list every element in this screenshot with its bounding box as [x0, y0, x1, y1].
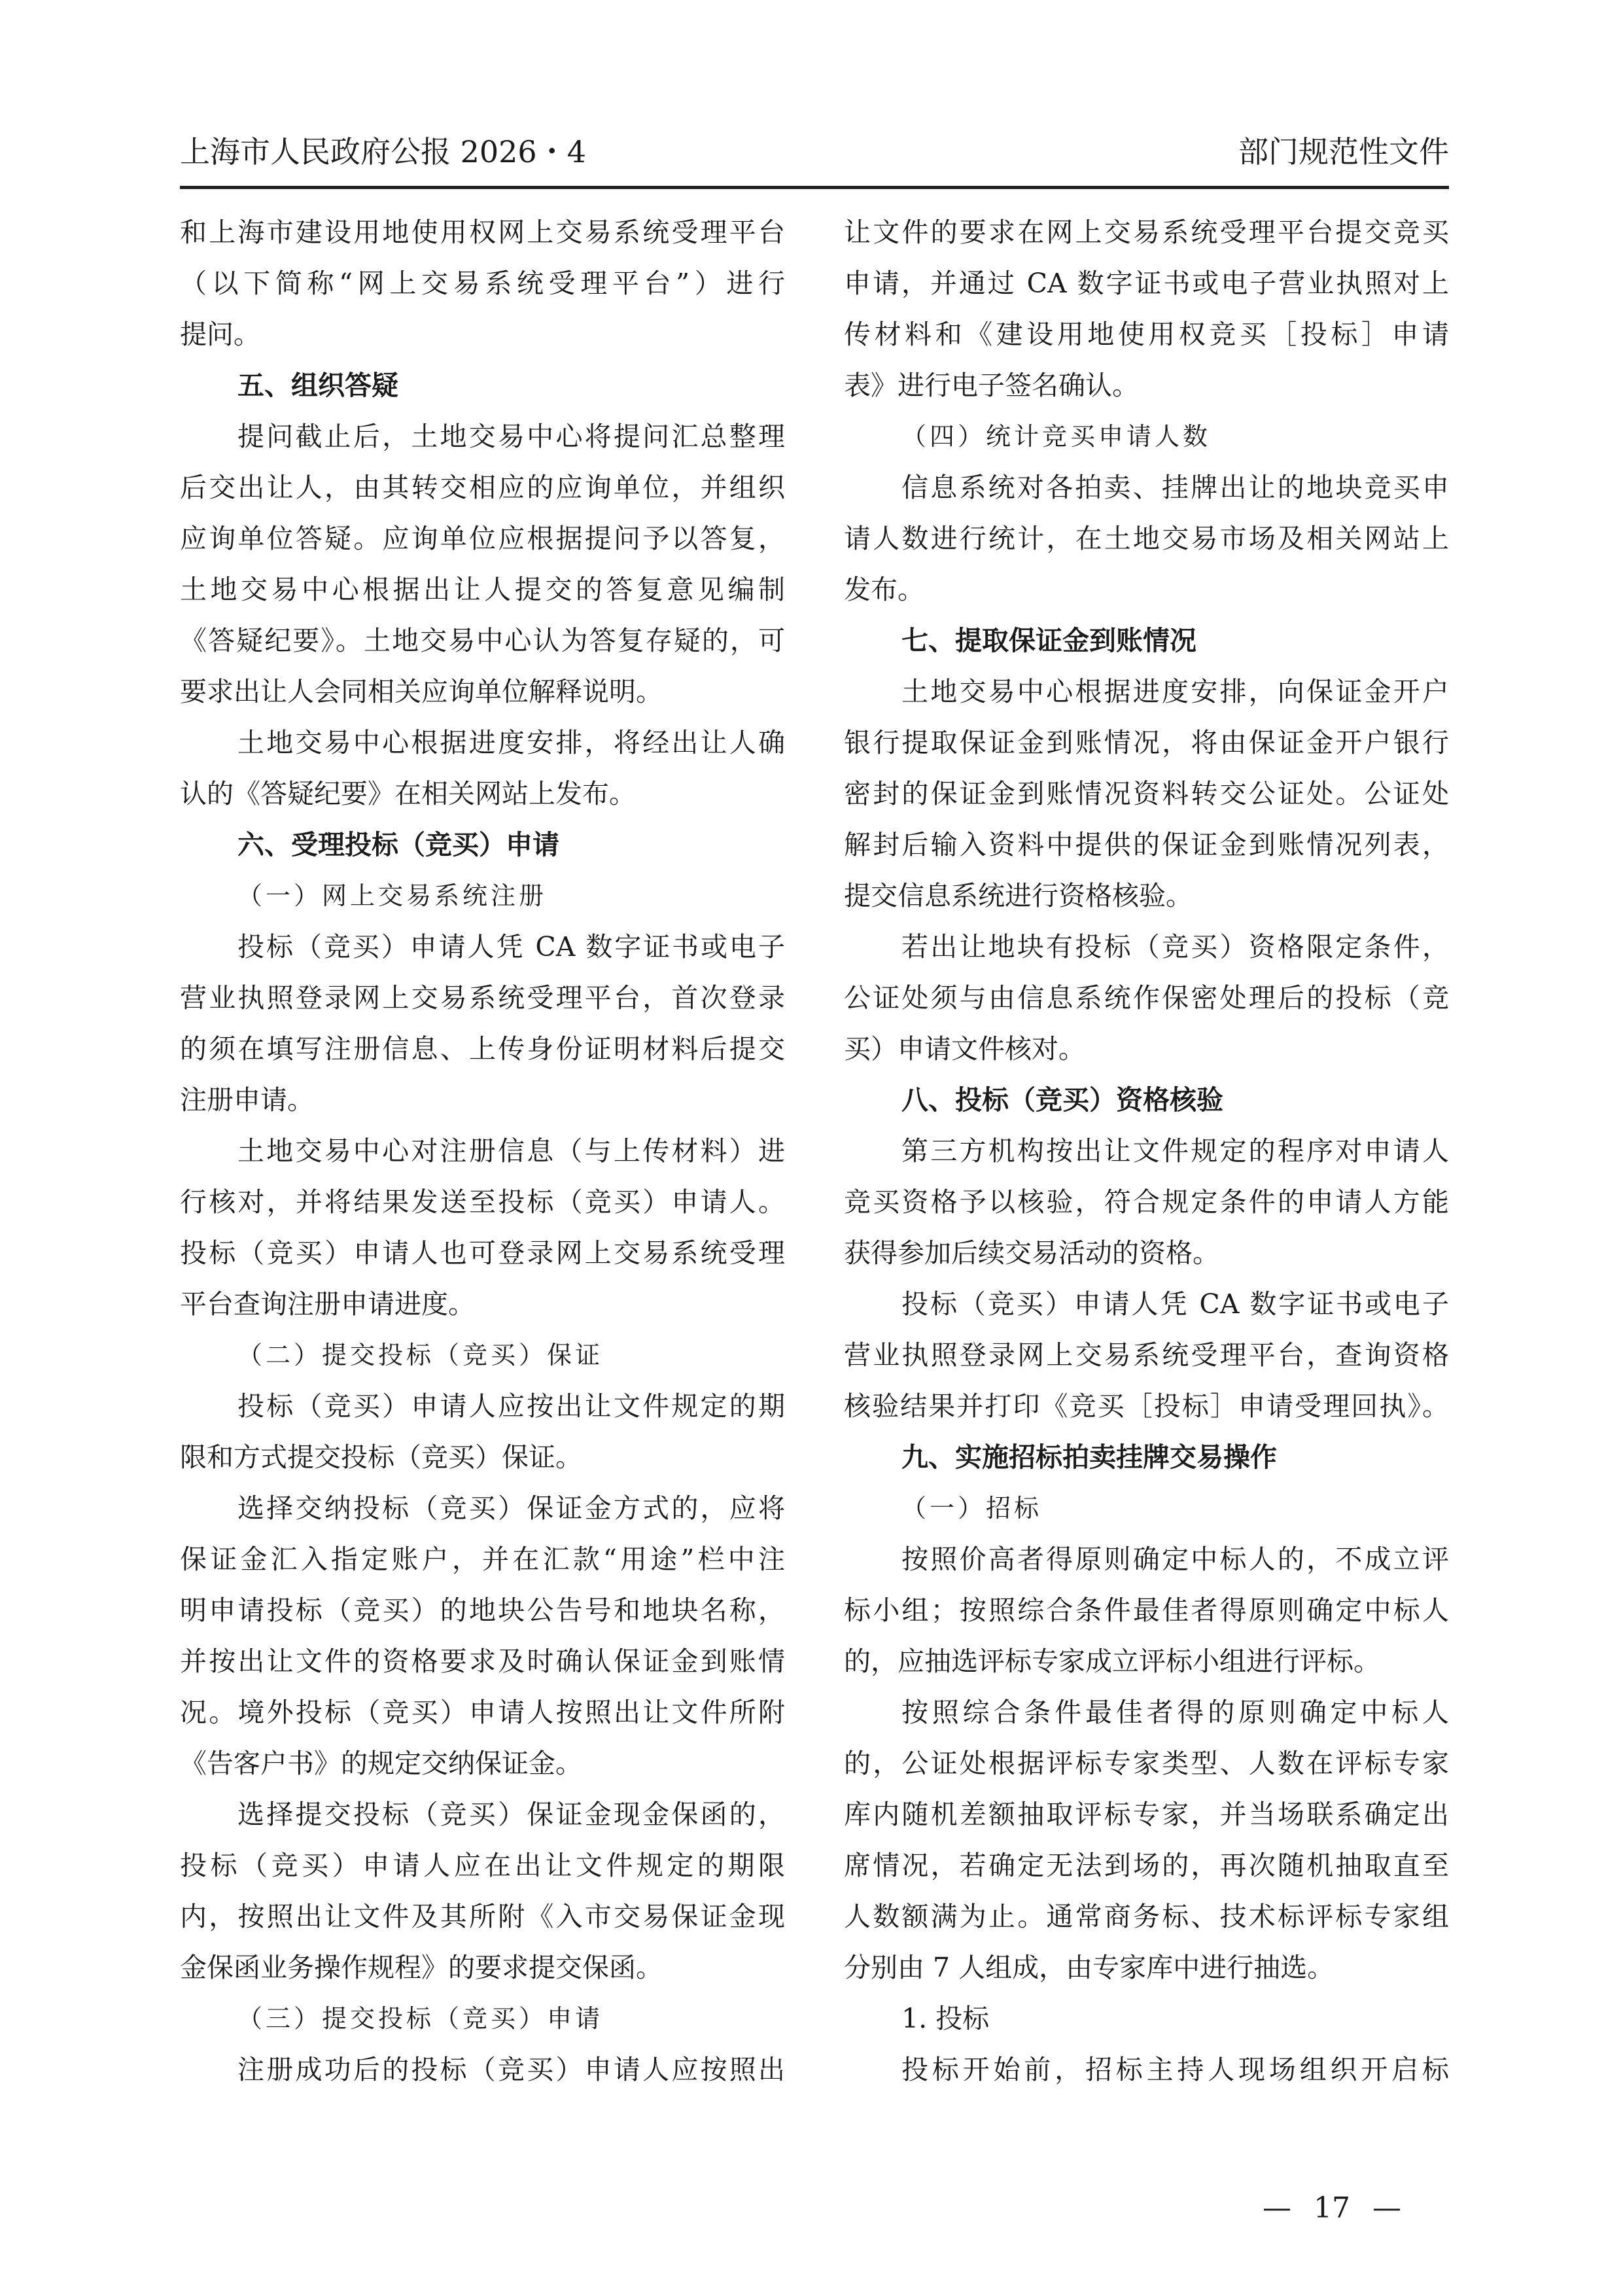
body-text-line: 《答疑纪要》。土地交易中心认为答复存疑的，可	[180, 625, 785, 656]
paragraph-start-line: 选择交纳投标（竞买）保证金方式的，应将	[237, 1492, 785, 1524]
body-text-line: 提问。	[180, 319, 260, 350]
paragraph-start-line: 选择提交投标（竞买）保证金现金保函的，	[237, 1799, 785, 1830]
body-text-line: 和上海市建设用地使用权网上交易系统受理平台	[180, 217, 785, 248]
body-text-line: 注册申请。	[180, 1084, 314, 1116]
section-title: 部门规范性文件	[1238, 134, 1449, 169]
body-text-line: 申请，并通过 CA 数字证书或电子营业执照对上	[844, 268, 1449, 299]
body-text-line: 应询单位答疑。应询单位应根据提问予以答复，	[180, 523, 785, 554]
page-number: — 17 —	[1263, 2191, 1401, 2225]
body-text-line: 提交信息系统进行资格核验。	[844, 880, 1193, 911]
body-text-line: 保证金汇入指定账户，并在汇款“用途”栏中注	[180, 1544, 785, 1575]
paragraph-start-line: 土地交易中心根据进度安排，将经出让人确	[237, 727, 785, 758]
body-text-line: 土地交易中心根据出让人提交的答复意见编制	[180, 574, 785, 605]
body-text-line: 密封的保证金到账情况资料转交公证处。公证处	[844, 778, 1449, 809]
subsection-heading: （一）网上交易系统注册	[237, 881, 548, 910]
paragraph-start-line: 1. 投标	[901, 2003, 990, 2034]
section-heading: 五、组织答疑	[237, 370, 398, 401]
paragraph-start-line: 注册成功后的投标（竞买）申请人应按照出	[237, 2054, 785, 2085]
paragraph-start-line: 投标（竞买）申请人凭 CA 数字证书或电子	[901, 1288, 1449, 1320]
body-text-line: 认的《答疑纪要》在相关网站上发布。	[180, 778, 636, 809]
section-heading: 六、受理投标（竞买）申请	[237, 829, 559, 860]
section-heading: 七、提取保证金到账情况	[901, 625, 1196, 656]
subsection-heading: （四）统计竞买申请人数	[901, 422, 1212, 451]
body-text-line: 获得参加后续交易活动的资格。	[844, 1237, 1219, 1269]
body-text-line: 核验结果并打印《竞买［投标］申请受理回执》。	[844, 1390, 1449, 1422]
right-column	[844, 207, 1449, 2095]
body-text-line: 行核对，并将结果发送至投标（竞买）申请人。	[180, 1186, 785, 1218]
section-heading: 九、实施招标拍卖挂牌交易操作	[901, 1441, 1277, 1473]
body-text-line: 投标（竞买）申请人应在出让文件规定的期限	[180, 1850, 785, 1881]
paragraph-start-line: 按照价高者得原则确定中标人的，不成立评	[901, 1544, 1449, 1575]
body-text-line: 解封后输入资料中提供的保证金到账情况列表，	[844, 829, 1449, 860]
paragraph-start-line: 提问截止后，土地交易中心将提问汇总整理	[237, 421, 785, 452]
body-text-line: 投标（竞买）申请人也可登录网上交易系统受理	[180, 1237, 785, 1269]
body-text-line: 的，公证处根据评标专家类型、人数在评标专家	[844, 1748, 1449, 1779]
paragraph-start-line: 投标（竞买）申请人凭 CA 数字证书或电子	[237, 931, 785, 963]
body-text-line: 买）申请文件核对。	[844, 1033, 1085, 1065]
body-text-line: 表》进行电子签名确认。	[844, 370, 1139, 401]
subsection-heading: （二）提交投标（竞买）保证	[237, 1341, 604, 1369]
body-text-line: 营业执照登录网上交易系统受理平台，首次登录	[180, 982, 785, 1014]
body-text-line: 营业执照登录网上交易系统受理平台，查询资格	[844, 1339, 1449, 1371]
paragraph-start-line: 土地交易中心根据进度安排，向保证金开户	[901, 676, 1449, 707]
body-text-line: 况。境外投标（竞买）申请人按照出让文件所附	[180, 1697, 785, 1728]
body-text-line: 让文件的要求在网上交易系统受理平台提交竞买	[844, 217, 1449, 248]
body-text-line: 《告客户书》的规定交纳保证金。	[180, 1748, 582, 1779]
body-text-line: 发布。	[844, 574, 924, 605]
body-text-line: 并按出让文件的资格要求及时确认保证金到账情	[180, 1646, 785, 1677]
body-text-line: 请人数进行统计，在土地交易市场及相关网站上	[844, 523, 1449, 554]
body-text-line: 人数额满为止。通常商务标、技术标评标专家组	[844, 1901, 1449, 1932]
body-text-line: 平台查询注册申请进度。	[180, 1288, 475, 1320]
paragraph-start-line: 土地交易中心对注册信息（与上传材料）进	[237, 1135, 785, 1167]
body-text-line: 席情况，若确定无法到场的，再次随机抽取直至	[844, 1850, 1449, 1881]
paragraph-start-line: 第三方机构按出让文件规定的程序对申请人	[901, 1135, 1449, 1167]
body-text-line: 公证处须与由信息系统作保密处理后的投标（竞	[844, 982, 1449, 1014]
body-text-line: 明申请投标（竞买）的地块公告号和地块名称，	[180, 1595, 785, 1626]
body-text-line: 后交出让人，由其转交相应的应询单位，并组织	[180, 472, 785, 503]
body-text-line: 的须在填写注册信息、上传身份证明材料后提交	[180, 1033, 785, 1065]
header-rule	[180, 186, 1449, 189]
body-text-line: 竞买资格予以核验，符合规定条件的申请人方能	[844, 1186, 1449, 1218]
subsection-heading: （三）提交投标（竞买）申请	[237, 2004, 604, 2033]
body-text-line: 传材料和《建设用地使用权竞买［投标］申请	[844, 319, 1449, 350]
paragraph-start-line: 按照综合条件最佳者得的原则确定中标人	[901, 1697, 1449, 1728]
body-text-line: 要求出让人会同相关应询单位解释说明。	[180, 676, 663, 707]
body-text-line: （以下简称“网上交易系统受理平台”）进行	[180, 268, 785, 299]
body-text-line: 标小组；按照综合条件最佳者得原则确定中标人	[844, 1595, 1449, 1626]
body-text-line: 银行提取保证金到账情况，将由保证金开户银行	[844, 727, 1449, 758]
section-heading: 八、投标（竞买）资格核验	[901, 1084, 1223, 1116]
paragraph-start-line: 信息系统对各拍卖、挂牌出让的地块竞买申	[901, 472, 1449, 503]
body-text-line: 分别由 7 人组成，由专家库中进行抽选。	[844, 1952, 1335, 1983]
body-text-line: 限和方式提交投标（竞买）保证。	[180, 1441, 582, 1473]
publication-title: 上海市人民政府公报 2026・4	[180, 134, 586, 169]
body-text-line: 库内随机差额抽取评标专家，并当场联系确定出	[844, 1799, 1449, 1830]
left-column	[180, 207, 785, 2095]
body-text-line: 内，按照出让文件及其所附《入市交易保证金现	[180, 1901, 785, 1932]
paragraph-start-line: 若出让地块有投标（竞买）资格限定条件，	[901, 931, 1449, 963]
paragraph-start-line: 投标（竞买）申请人应按出让文件规定的期	[237, 1390, 785, 1422]
paragraph-start-line: 投标开始前，招标主持人现场组织开启标	[901, 2054, 1449, 2085]
body-text-line: 金保函业务操作规程》的要求提交保函。	[180, 1952, 663, 1983]
subsection-heading: （一）招标	[901, 1494, 1043, 1523]
body-text-line: 的，应抽选评标专家成立评标小组进行评标。	[844, 1646, 1380, 1677]
